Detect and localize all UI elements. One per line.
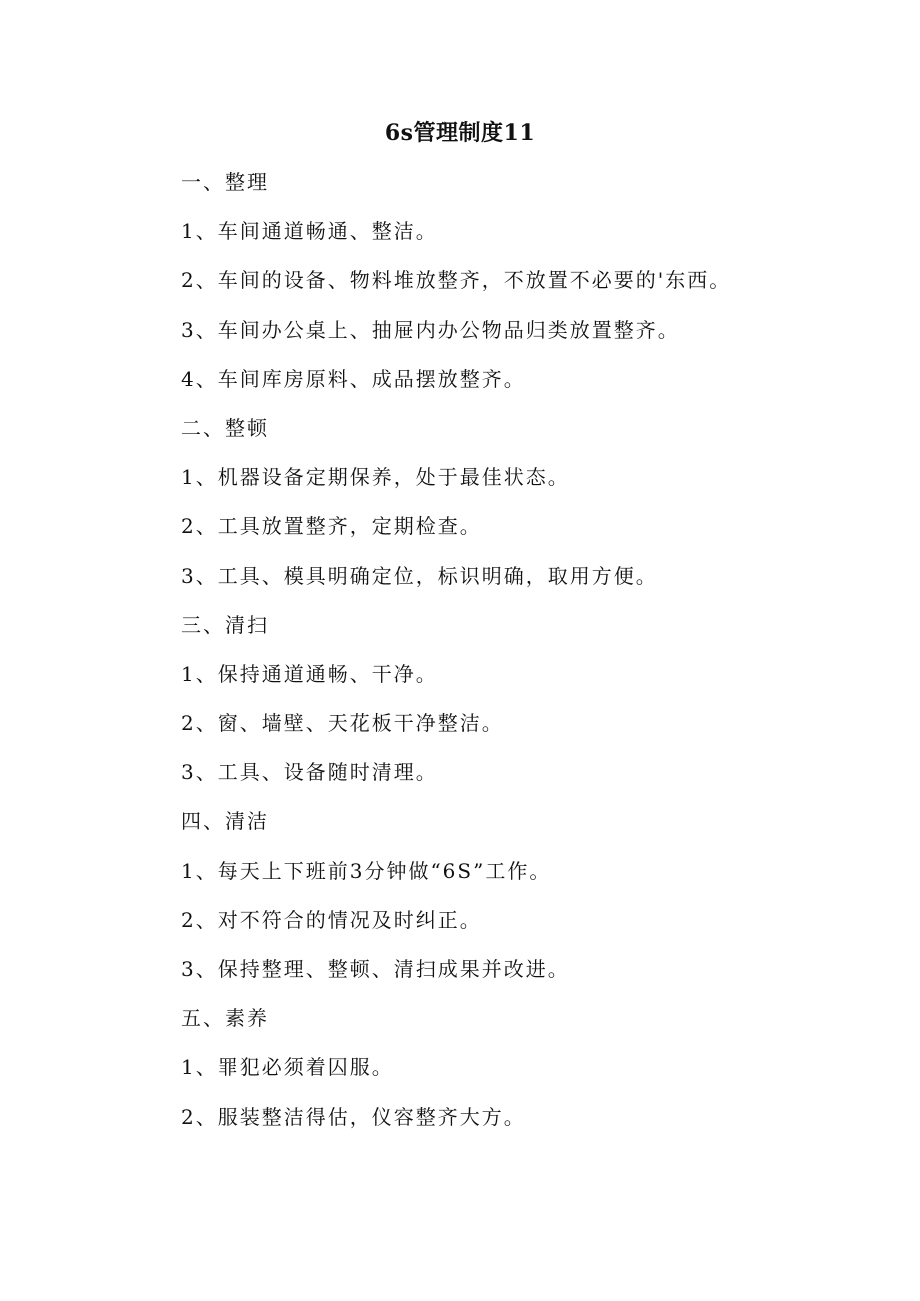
section-heading: 一、整理 [181,170,269,194]
paragraph-line: 3、工具、模具明确定位，标识明确，取用方便。 [181,563,658,588]
paragraph-line: 3、保持整理、整顿、清扫成果并改进。 [181,957,570,981]
page-title: 6s管理制度11 [384,120,536,146]
paragraph-line: 2、工具放置整齐，定期检查。 [181,514,482,539]
paragraph-line: 3、工具、设备随时清理。 [181,760,438,785]
document-body [181,166,881,1150]
paragraph-line: 1、车间通道畅通、整洁。 [181,219,438,244]
paragraph-line: 1、保持通道通畅、干净。 [181,661,438,686]
paragraph-line: 1、罪犯必须着囚服。 [181,1055,394,1080]
paragraph-line: 2、窗、墙壁、天花板干净整洁。 [181,711,504,736]
section-heading: 三、清扫 [181,612,269,637]
paragraph-line: 4、车间库房原料、成品摆放整齐。 [181,366,526,391]
section-heading: 五、素养 [181,1006,269,1031]
paragraph-line: 2、服装整洁得估，仪容整齐大方。 [181,1104,526,1129]
paragraph-line: 2、对不符合的情况及时纠正。 [181,907,482,932]
paragraph-line: 1、机器设备定期保养，处于最佳状态。 [181,465,570,490]
paragraph-line: 1、每天上下班前3分钟做“6S”工作。 [181,858,552,883]
paragraph-line: 2、车间的设备、物料堆放整齐，不放置不必要的'东西。 [181,268,732,293]
paragraph-line: 3、车间办公桌上、抽屉内办公物品归类放置整齐。 [181,317,680,342]
section-heading: 二、整顿 [181,415,269,440]
section-heading: 四、清洁 [181,809,269,834]
